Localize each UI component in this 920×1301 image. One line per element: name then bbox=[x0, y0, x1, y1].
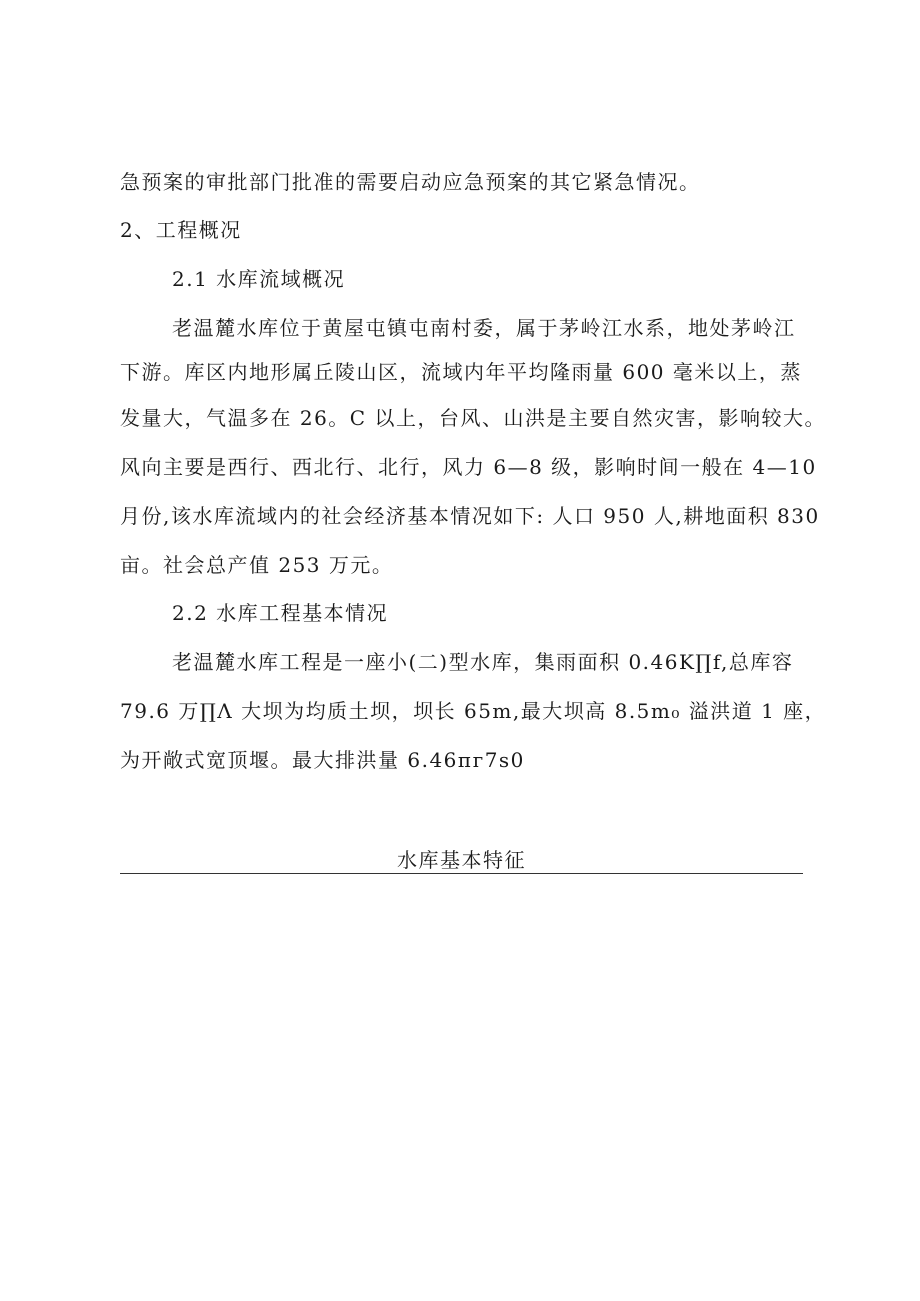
paragraph-basin-line-3: 发量大，气温多在 26。C 以上，台风、山洪是主要自然灾害，影响较大。 bbox=[120, 406, 826, 430]
table-caption-reservoir-features: 水库基本特征 bbox=[397, 848, 526, 872]
table-top-rule bbox=[120, 873, 803, 874]
section-heading-project-overview: 2、工程概况 bbox=[120, 218, 242, 242]
paragraph-basin-line-5: 月份,该水库流域内的社会经济基本情况如下: 人口 950 人,耕地面积 830 bbox=[120, 504, 820, 528]
text-line-emergency-conditions: 急预案的审批部门批准的需要启动应急预案的其它紧急情况。 bbox=[120, 170, 701, 194]
paragraph-project-line-3: 为开敞式宽顶堰。最大排洪量 6.46пг7s0 bbox=[120, 748, 525, 772]
paragraph-project-line-2: 79.6 万∏Λ 大坝为均质土坝，坝长 65m,最大坝高 8.5m₀ 溢洪道 1 座， bbox=[120, 699, 827, 723]
paragraph-basin-line-6: 亩。社会总产值 253 万元。 bbox=[120, 553, 394, 577]
paragraph-project-line-1: 老温麓水库工程是一座小(二)型水库，集雨面积 0.46K∏f,总库容 bbox=[172, 650, 794, 674]
paragraph-basin-line-2: 下游。库区内地形属丘陵山区，流域内年平均隆雨量 600 毫米以上，蒸 bbox=[120, 360, 802, 384]
paragraph-basin-line-4: 风向主要是西行、西北行、北行，风力 6—8 级，影响时间一般在 4—10 bbox=[120, 455, 817, 479]
subsection-heading-basin-overview: 2.1 水库流域概况 bbox=[172, 267, 346, 291]
paragraph-basin-line-1: 老温麓水库位于黄屋屯镇屯南村委，属于茅岭江水系，地处茅岭江 bbox=[172, 316, 796, 340]
subsection-heading-project-basics: 2.2 水库工程基本情况 bbox=[172, 601, 389, 625]
